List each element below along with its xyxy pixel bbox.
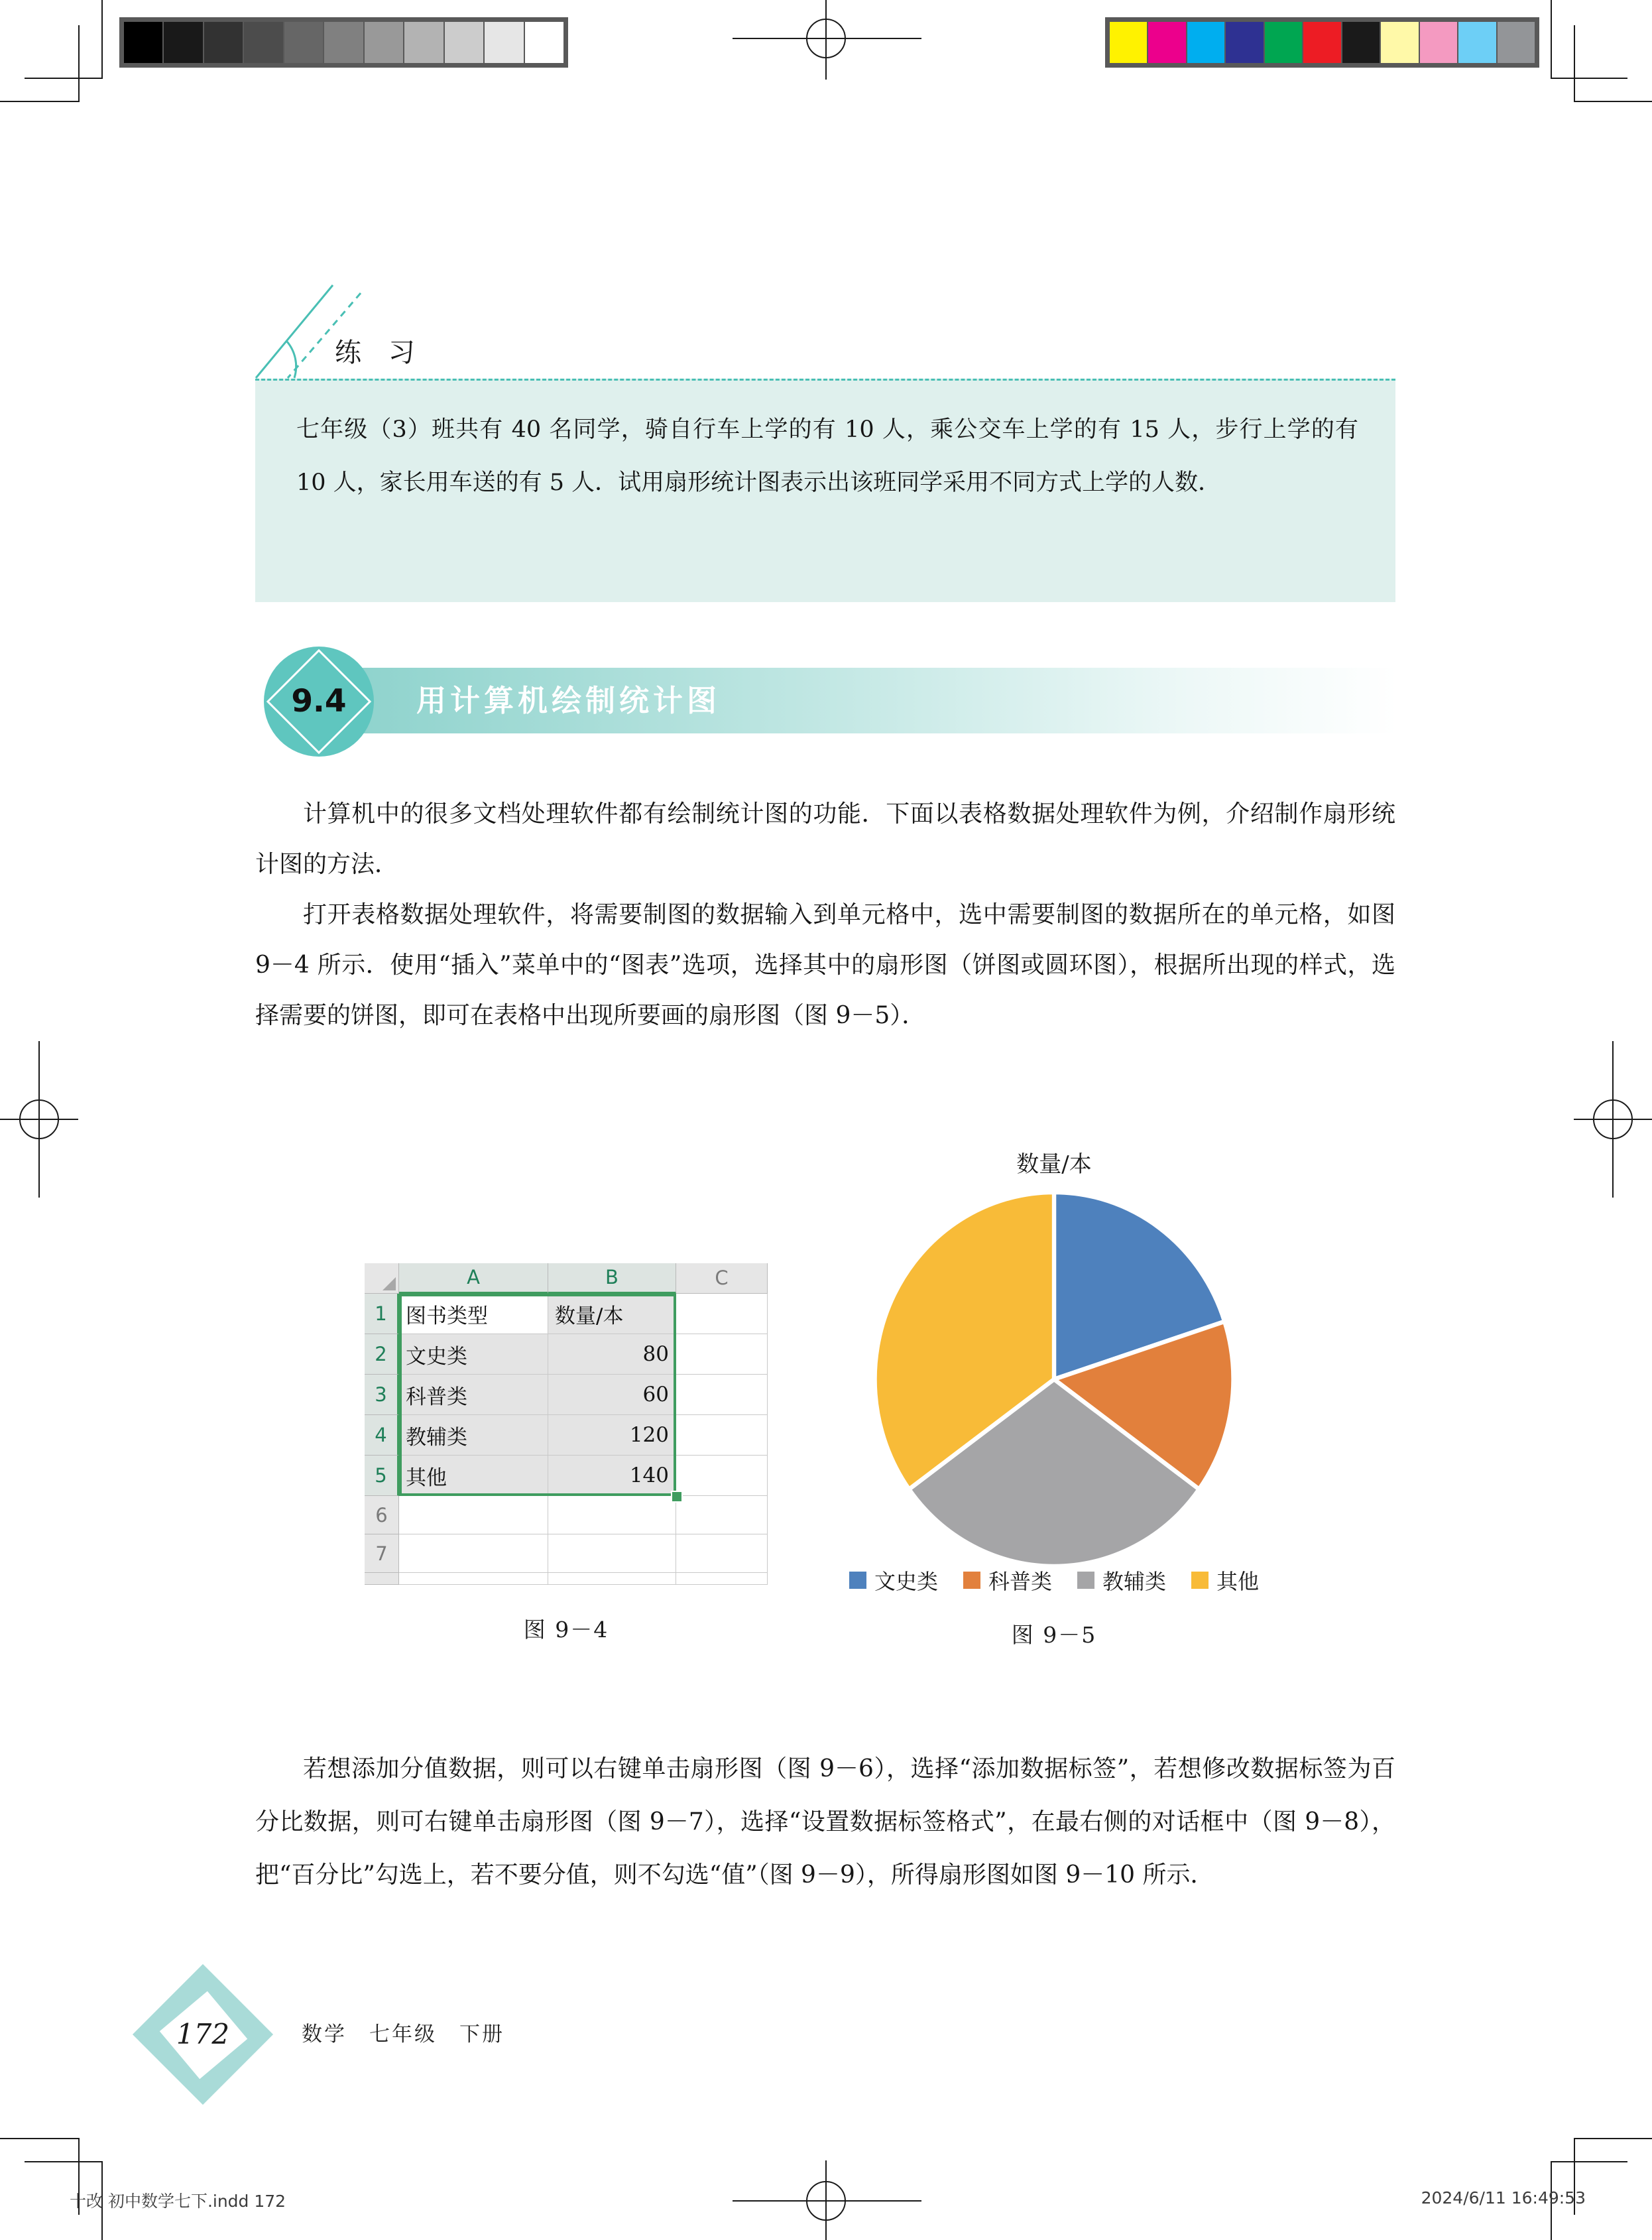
row-header-4[interactable]: 4 (365, 1415, 399, 1456)
body-text-block (255, 789, 1395, 1041)
cell-c4[interactable] (676, 1415, 768, 1456)
cell-a3[interactable]: 科普类 (399, 1375, 548, 1415)
crop-mark (25, 2161, 101, 2162)
legend-label: 文史类 (874, 1569, 938, 1594)
calibration-swatch (1498, 22, 1535, 63)
calibration-swatch (244, 22, 284, 63)
cell-c8[interactable] (676, 1573, 768, 1585)
row-header-6[interactable]: 6 (365, 1496, 399, 1534)
crop-mark (25, 78, 101, 79)
calibration-swatch (485, 22, 524, 63)
calibration-swatch (1458, 22, 1497, 63)
table-row (365, 1534, 768, 1573)
crop-mark (1574, 25, 1575, 102)
practice-problem-text: 七年级（3）班共有 40 名同学，骑自行车上学的有 10 人，乘公交车上学的有 15 人，步行上学的有 10 人，家长用车送的有 5 人．试用扇形统计图表示出该班同学采用不同方式上学的人数． (296, 416, 1358, 496)
cell-c3[interactable] (676, 1375, 768, 1415)
cell-a1[interactable]: 图书类型 (399, 1294, 548, 1334)
column-header-a[interactable]: A (399, 1263, 548, 1294)
column-header-b[interactable]: B (548, 1263, 676, 1294)
table-row (365, 1415, 768, 1456)
book-title-footer: 数学 七年级 下册 (302, 2022, 504, 2046)
crop-mark (1574, 101, 1652, 102)
section-number: 9.4 (291, 683, 347, 719)
cell-a4[interactable]: 教辅类 (399, 1415, 548, 1456)
registration-mark (806, 19, 846, 58)
grayscale-calibration-bar (119, 17, 568, 68)
calibration-swatch (1187, 22, 1226, 63)
cell-a7[interactable] (399, 1534, 548, 1573)
crop-mark (0, 101, 78, 102)
select-all-corner[interactable] (365, 1263, 399, 1294)
cell-b4[interactable]: 120 (548, 1415, 676, 1456)
calibration-swatch (1148, 22, 1187, 63)
figure-9-5-caption: 图 9－5 (1011, 1622, 1097, 1648)
row-header-1[interactable]: 1 (365, 1294, 399, 1334)
pie-chart (870, 1187, 1238, 1572)
fill-handle[interactable] (671, 1491, 683, 1503)
legend-item (963, 1565, 1052, 1595)
column-header-c[interactable]: C (676, 1263, 768, 1294)
crop-mark (0, 2138, 78, 2139)
cell-b8[interactable] (548, 1573, 676, 1585)
crop-mark (1551, 0, 1552, 79)
calibration-swatch (204, 22, 244, 63)
calibration-swatch (1226, 22, 1264, 63)
calibration-swatch (404, 22, 444, 63)
table-row (365, 1496, 768, 1534)
select-all-triangle-icon (383, 1277, 396, 1290)
cell-c5[interactable] (676, 1456, 768, 1496)
section-title: 用计算机绘制统计图 (416, 683, 721, 718)
calibration-swatch (284, 22, 324, 63)
legend-item (849, 1565, 938, 1595)
cell-b2[interactable]: 80 (548, 1334, 676, 1375)
calibration-swatch (124, 22, 164, 63)
calibration-swatch (1265, 22, 1303, 63)
calibration-swatch (324, 22, 364, 63)
practice-problem (255, 379, 1395, 602)
cell-b6[interactable] (548, 1496, 676, 1534)
table-row (365, 1375, 768, 1415)
cell-b3[interactable]: 60 (548, 1375, 676, 1415)
calibration-swatch (164, 22, 204, 63)
cell-b1[interactable]: 数量/本 (548, 1294, 676, 1334)
paragraph-1: 计算机中的很多文档处理软件都有绘制统计图的功能．下面以表格数据处理软件为例，介绍制作扇形统计图的方法． (255, 800, 1395, 878)
registration-mark (19, 1099, 59, 1139)
legend-item (1191, 1565, 1259, 1595)
color-calibration-bar (1105, 17, 1539, 68)
cell-c2[interactable] (676, 1334, 768, 1375)
crop-mark (1551, 78, 1627, 79)
legend-item (1077, 1565, 1166, 1595)
row-header-8[interactable] (365, 1573, 399, 1585)
print-timestamp: 2024/6/11 16:49:53 (1421, 2188, 1586, 2208)
row-header-7[interactable]: 7 (365, 1534, 399, 1573)
registration-mark (1593, 1099, 1633, 1139)
pie-chart-title: 数量/本 (1016, 1151, 1092, 1178)
calibration-swatch (1303, 22, 1342, 63)
crop-mark (101, 0, 103, 79)
legend-label: 科普类 (988, 1569, 1052, 1594)
calibration-swatch (1420, 22, 1458, 63)
cell-c1[interactable] (676, 1294, 768, 1334)
cell-c6[interactable] (676, 1496, 768, 1534)
calibration-swatch (1342, 22, 1381, 63)
pie-legend (822, 1565, 1286, 1595)
calibration-swatch (1110, 22, 1148, 63)
body-text-block (255, 1743, 1395, 1902)
crop-mark (1551, 2161, 1627, 2162)
calibration-swatch (445, 22, 485, 63)
cell-c7[interactable] (676, 1534, 768, 1573)
cell-b5[interactable]: 140 (548, 1456, 676, 1496)
legend-swatch-orange (963, 1572, 980, 1589)
table-row (365, 1456, 768, 1496)
cell-a8[interactable] (399, 1573, 548, 1585)
section-number-badge (264, 647, 374, 757)
print-file-info: 十改 初中数学七下.indd 172 (70, 2192, 286, 2211)
legend-swatch-gray (1077, 1572, 1094, 1589)
table-row-partial (365, 1573, 768, 1585)
cell-a2[interactable]: 文史类 (399, 1334, 548, 1375)
calibration-swatch (365, 22, 404, 63)
table-row (365, 1294, 768, 1334)
row-header-3[interactable]: 3 (365, 1375, 399, 1415)
table-row (365, 1334, 768, 1375)
section-banner (358, 668, 1397, 733)
cell-a5[interactable]: 其他 (399, 1456, 548, 1496)
legend-swatch-yellow (1191, 1572, 1209, 1589)
page-number: 172 (176, 2018, 230, 2050)
crop-mark (1574, 2138, 1652, 2139)
figure-9-4-caption: 图 9－4 (523, 1617, 609, 1643)
practice-heading: 练 习 (335, 338, 424, 368)
cell-a6[interactable] (399, 1496, 548, 1534)
row-header-2[interactable]: 2 (365, 1334, 399, 1375)
legend-label: 教辅类 (1102, 1569, 1167, 1594)
spreadsheet-figure (365, 1263, 768, 1585)
registration-mark (806, 2181, 846, 2221)
paragraph-3: 若想添加分值数据，则可以右键单击扇形图（图 9－6），选择“添加数据标签”，若想修改数据标签为百分比数据，则可右键单击扇形图（图 9－7），选择“设置数据标签格式”，在最右侧的对话框中（图 9－8），把“百分比”勾选上，若不要分值，则不勾选“值”（图 9－9），所得扇形图如图 9－10 所示． (255, 1755, 1395, 1889)
crop-mark (78, 25, 80, 102)
calibration-swatch (525, 22, 563, 63)
legend-label: 其他 (1216, 1569, 1260, 1594)
calibration-swatch (1381, 22, 1419, 63)
cell-b7[interactable] (548, 1534, 676, 1573)
legend-swatch-blue (849, 1572, 866, 1589)
row-header-5[interactable]: 5 (365, 1456, 399, 1496)
paragraph-2: 打开表格数据处理软件，将需要制图的数据输入到单元格中，选中需要制图的数据所在的单元格，如图 9－4 所示．使用“插入”菜单中的“图表”选项，选择其中的扇形图（饼图或圆环图），根据所出现的样式，选择需要的饼图，即可在表格中出现所要画的扇形图（图 9－5）． (255, 901, 1395, 1029)
